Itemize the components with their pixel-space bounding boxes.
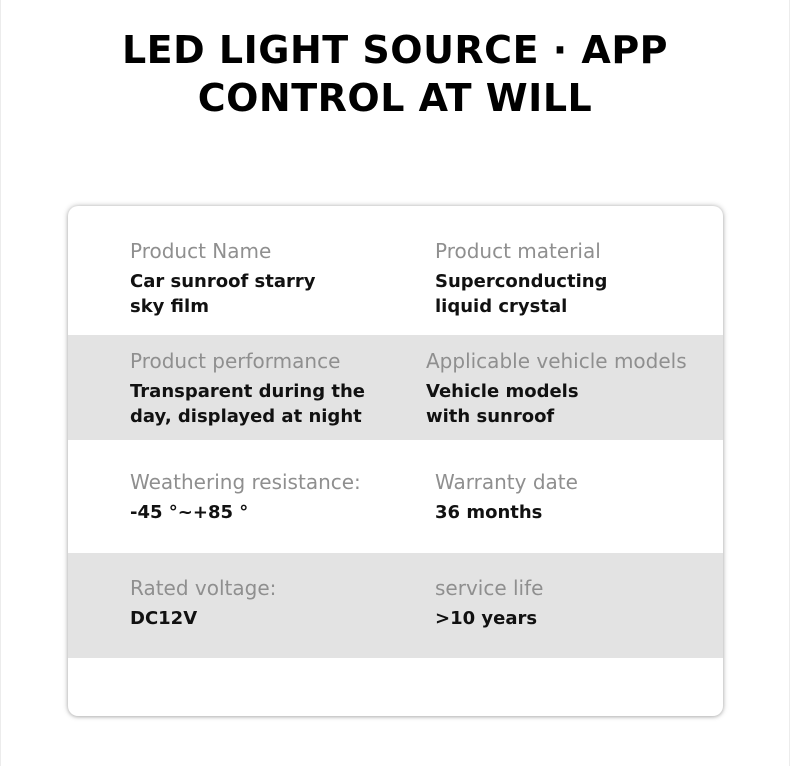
spec-label: Product Name bbox=[130, 239, 272, 263]
spec-cell-product-name bbox=[130, 239, 316, 319]
spec-cell-product-performance bbox=[130, 349, 365, 429]
spec-row-rated-voltage bbox=[68, 553, 723, 658]
spec-value-line: day, displayed at night bbox=[130, 406, 362, 427]
spec-value-line: Car sunroof starry bbox=[130, 271, 316, 292]
spec-label: Weathering resistance: bbox=[130, 470, 361, 494]
spec-value-line: 36 months bbox=[435, 502, 543, 523]
spec-cell-applicable-vehicle-models bbox=[426, 349, 687, 429]
spec-value bbox=[435, 269, 607, 319]
headline bbox=[0, 26, 790, 122]
spec-label: Warranty date bbox=[435, 470, 578, 494]
spec-row-weathering-resistance bbox=[68, 440, 723, 553]
spec-value-line: Superconducting bbox=[435, 271, 608, 292]
spec-value bbox=[130, 500, 361, 525]
spec-value bbox=[435, 500, 578, 525]
spec-value bbox=[435, 606, 543, 631]
spec-value-line: sky film bbox=[130, 296, 209, 317]
spec-label: Applicable vehicle models bbox=[426, 349, 687, 373]
spec-label: Product material bbox=[435, 239, 601, 263]
spec-label: service life bbox=[435, 576, 544, 600]
spec-value bbox=[130, 269, 316, 319]
headline-line-1: LED LIGHT SOURCE · APP bbox=[121, 28, 669, 72]
spec-card bbox=[68, 206, 723, 716]
spec-value-line: with sunroof bbox=[426, 406, 555, 427]
spec-value-line: Transparent during the bbox=[130, 381, 365, 402]
spec-value-line: >10 years bbox=[435, 608, 538, 629]
spec-cell-rated-voltage bbox=[130, 576, 276, 631]
spec-value-line: liquid crystal bbox=[435, 296, 568, 317]
spec-value-line: DC12V bbox=[130, 608, 198, 629]
spec-value-line: -45 °~+85 ° bbox=[130, 502, 249, 523]
spec-value bbox=[130, 606, 276, 631]
spec-row-footer bbox=[68, 658, 723, 716]
spec-row-product-name bbox=[68, 206, 723, 335]
spec-label: Product performance bbox=[130, 349, 341, 373]
spec-value-line: Vehicle models bbox=[426, 381, 579, 402]
spec-value bbox=[130, 379, 365, 429]
spec-cell-weathering-resistance bbox=[130, 470, 361, 525]
spec-cell-service-life bbox=[435, 576, 543, 631]
spec-row-product-performance bbox=[68, 335, 723, 440]
spec-cell-product-material bbox=[435, 239, 607, 319]
spec-cell-warranty-date bbox=[435, 470, 578, 525]
spec-label: Rated voltage: bbox=[130, 576, 277, 600]
headline-line-2: CONTROL AT WILL bbox=[197, 76, 593, 120]
spec-value bbox=[426, 379, 687, 429]
